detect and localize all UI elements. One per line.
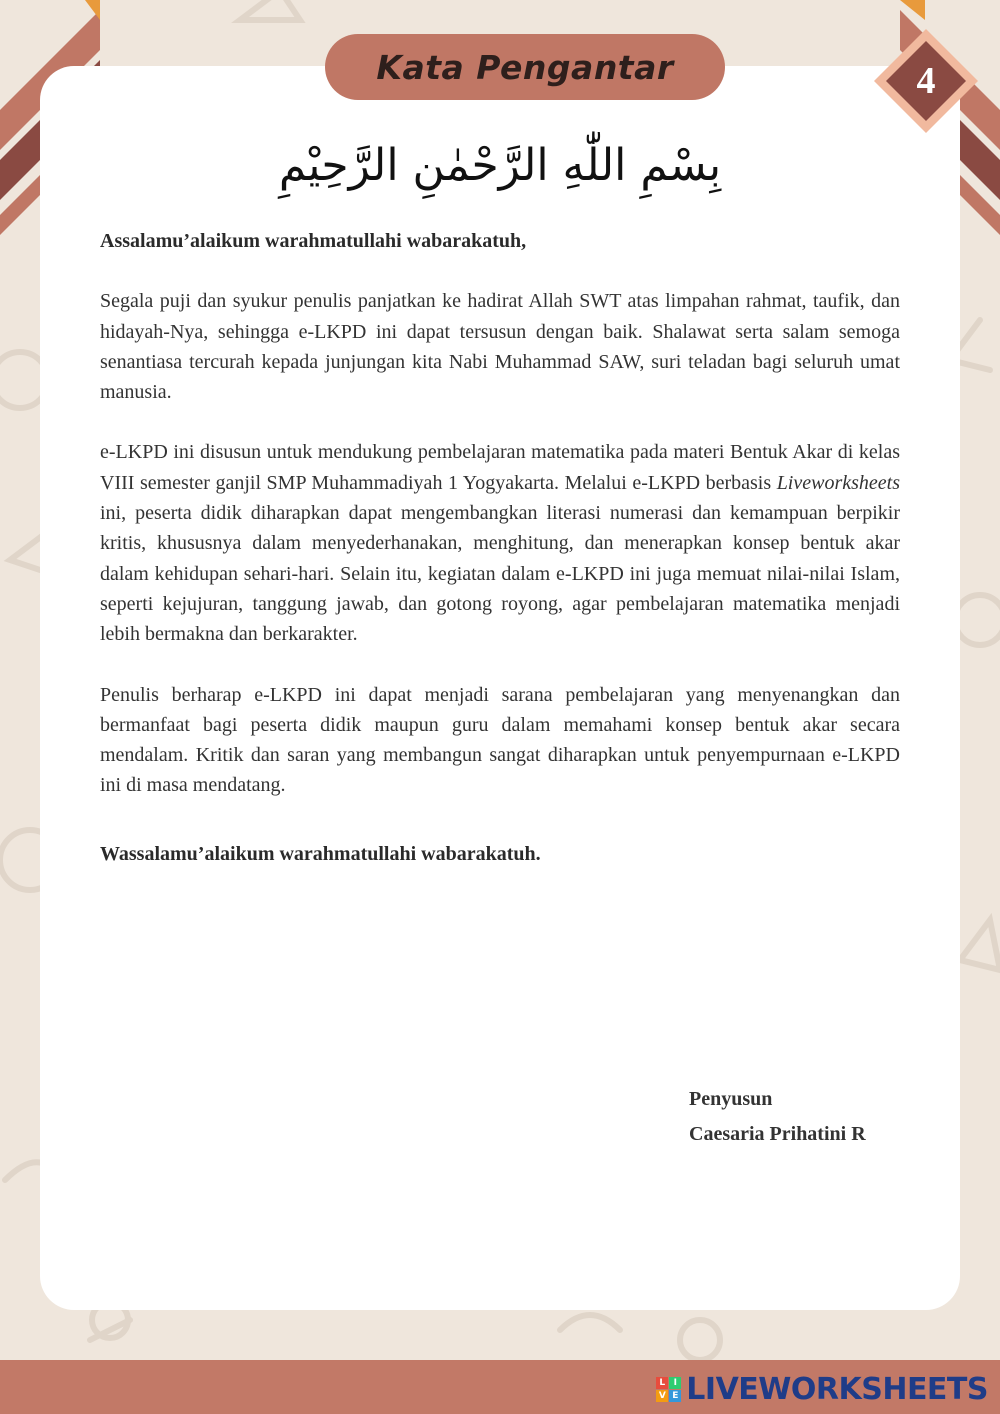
logo-icon [656, 1377, 681, 1402]
logo-text: LIVEWORKSHEETS [686, 1371, 988, 1407]
basmalah-calligraphy: بِسْمِ اللّٰهِ الرَّحْمٰنِ الرَّحِيْمِ [278, 140, 722, 191]
liveworksheets-italic: Liveworksheets [776, 471, 900, 494]
paragraph-2-part-2: ini, peserta didik diharapkan dapat mengembangkan literasi numerasi dan kemampuan berpikir kritis, khususnya dalam menyederhanakan, menghitung, dan menerapkan konsep bentuk akar dalam kehidupan sehari-hari. Selain itu, kegiatan dalam e-LKPD ini juga memuat nilai-nilai Islam, seperti kejujuran, tanggung jawab, dan gotong royong, agar pembelajaran matematika menjadi lebih bermakna dan berkarakter. [100, 502, 900, 646]
opening-greeting: Assalamu’alaikum warahmatullahi wabarakatuh, [100, 230, 527, 252]
paragraph-2 [100, 437, 900, 649]
logo-letter-i: I [669, 1377, 681, 1389]
logo-letter-v: V [656, 1390, 668, 1402]
signature-role: Penyusun [689, 1088, 773, 1110]
signature-block [689, 1082, 866, 1152]
preface-text [100, 226, 900, 869]
paragraph-2-part-1: e-LKPD ini disusun untuk mendukung pembelajaran matematika pada materi Bentuk Akar di kelas VIII semester ganjil SMP Muhammadiyah 1 Yogyakarta. Melalui e-LKPD berbasis [100, 441, 900, 494]
liveworksheets-logo[interactable] [656, 1371, 988, 1407]
logo-letter-e: E [669, 1390, 681, 1402]
paragraph-1: Segala puji dan syukur penulis panjatkan ke hadirat Allah SWT atas limpahan rahmat, taufik, dan hidayah-Nya, sehingga e-LKPD ini dapat tersusun dengan baik. Shalawat serta salam semoga senantiasa tercurah kepada junjungan kita Nabi Muhammad SAW, suri teladan bagi seluruh umat manusia. [100, 290, 900, 404]
signature-name: Caesaria Prihatini R [689, 1123, 866, 1145]
page-number: 4 [916, 60, 936, 102]
title-banner [325, 34, 725, 100]
paragraph-3: Penulis berharap e-LKPD ini dapat menjadi sarana pembelajaran yang menyenangkan dan bermanfaat bagi peserta didik maupun guru dalam memahami konsep bentuk akar secara mendalam. Kritik dan saran yang membangun sangat diharapkan untuk penyempurnaan e-LKPD ini di masa mendatang. [100, 683, 900, 797]
logo-letter-l: L [656, 1377, 668, 1389]
page-title: Kata Pengantar [376, 47, 674, 87]
closing-greeting: Wassalamu’alaikum warahmatullahi wabarakatuh. [100, 842, 541, 865]
